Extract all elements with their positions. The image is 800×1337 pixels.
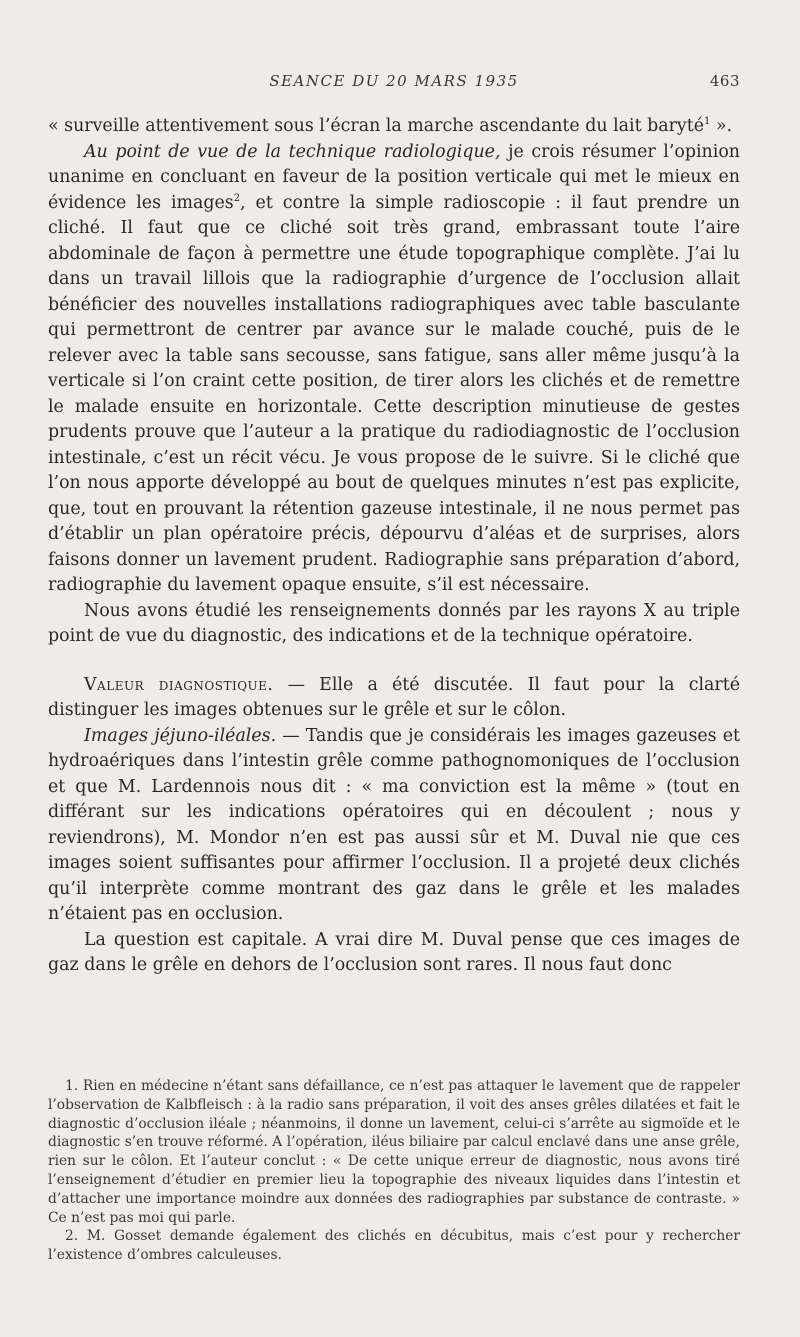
paragraph-2	[48, 140, 740, 599]
paragraph-3: Nous avons étudié les renseignements donnés par les rayons X au triple point de vue du diagnostic, des indications et de la technique opératoire.	[48, 600, 740, 646]
footnote-ref-2: 2	[233, 192, 241, 204]
running-header	[48, 72, 740, 94]
running-title: SEANCE DU 20 MARS 1935	[269, 72, 519, 90]
paragraph-2-text-b: , et contre la simple radioscopie : il faut prendre un cliché. Il faut que ce cliché soit très grand, embrassant toute l’aire abdominale de façon à permettre une étude topographique complète. J’ai lu dans un travail lillois que la radiographie d’urgence de l’occlusion allait bénéficier des nouvelles installations radiographiques avec table basculante qui permettront de centrer par avance sur le malade couché, puis de le relever avec la table sans secousse, sans fatigue, sans aller même jusqu’à la verticale si l’on craint cette position, de tirer alors les clichés et de remettre le malade ensuite en horizontale. Cette description minutieuse de gestes prudents prouve que l’auteur a la pratique du radiodiagnostic de l’occlusion intestinale, c’est un récit vécu. Je vous propose de le suivre. Si le cliché que l’on nous apporte développé au bout de quelques minutes n’est pas explicite, que, tout en prouvant la rétention gazeuse intestinale, il ne nous permet pas d’établir un plan opératoire précis, dépourvu d’aléas et de surprises, alors faisons donner un lavement prudent. Radiographie sans préparation d’abord, radiographie du lavement opaque ensuite, s’il est nécessaire.	[48, 192, 740, 595]
footnote-2: 2. M. Gosset demande également des clichés en décubitus, mais c’est pour y rechercher l’existence d’ombres calculeuses.	[48, 1228, 740, 1264]
body-text	[48, 114, 740, 979]
paragraph-4-text: — Elle a été discutée. Il faut pour la clarté distinguer les images obtenues sur le grêle et sur le côlon.	[48, 674, 740, 720]
paragraph-1-text: « surveille attentivement sous l’écran la marche ascendante du lait baryté	[48, 116, 705, 136]
paragraph-2-text-a: je crois résumer l’opinion unanime en concluant en faveur de la position verticale qui met le mieux en évidence les images	[48, 141, 740, 213]
paragraph-5-text: — Tandis que je considérais les images gazeuses et hydroaériques dans l’intestin grêle comme pathognomoniques de l’occlusion et que M. Lardennois nous dit : « ma conviction est la même » (tout en différant sur les indications opératoires qui en découlent ; nous y reviendrons), M. Mondor n’en est pas aussi sûr et M. Duval nie que ces images soient suffisantes pour affirmer l’occlusion. Il a projeté deux clichés qu’il interprète comme montrant des gaz dans le grêle et les malades n’étaient pas en occlusion.	[48, 725, 740, 924]
paragraph-5	[48, 724, 740, 928]
paragraph-1-end: ».	[710, 116, 733, 136]
section-heading-valeur: Valeur diagnostique.	[84, 674, 274, 695]
paragraph-4	[48, 673, 740, 724]
subheading-images-jejuno-ileales: Images jéjuno-iléales.	[84, 725, 277, 746]
paragraph-1	[48, 114, 740, 140]
footnotes	[48, 1077, 740, 1265]
page-number: 463	[709, 72, 740, 90]
paragraph-2-italic: Au point de vue de la technique radiologique,	[84, 141, 501, 162]
paragraph-6: La question est capitale. A vrai dire M. Duval pense que ces images de gaz dans le grêle en dehors de l’occlusion sont rares. Il nous faut donc	[48, 929, 740, 975]
footnote-ref-1: 1	[704, 116, 711, 128]
footnote-1: 1. Rien en médecine n’étant sans défaillance, ce n’est pas attaquer le lavement que de rappeler l’observation de Kalbfleisch : à la radio sans préparation, il voit des anses grêles dilatées et fait le diagnostic d’occlusion iléale ; néanmoins, il donne un lavement, celui-ci s’arrête au sigmoïde et le diagnostic s’en trouve réformé. A l’opération, iléus biliaire par calcul enclavé dans une anse grêle, rien sur le côlon. Et l’auteur conclut : « De cette unique erreur de diagnostic, nous avons tiré l’enseignement d’étudier en premier lieu la topographie des niveaux liquides dans l’intestin et d’attacher une importance moindre aux données des radiographies par substance de contraste. » Ce n’est pas moi qui parle.	[48, 1078, 740, 1226]
